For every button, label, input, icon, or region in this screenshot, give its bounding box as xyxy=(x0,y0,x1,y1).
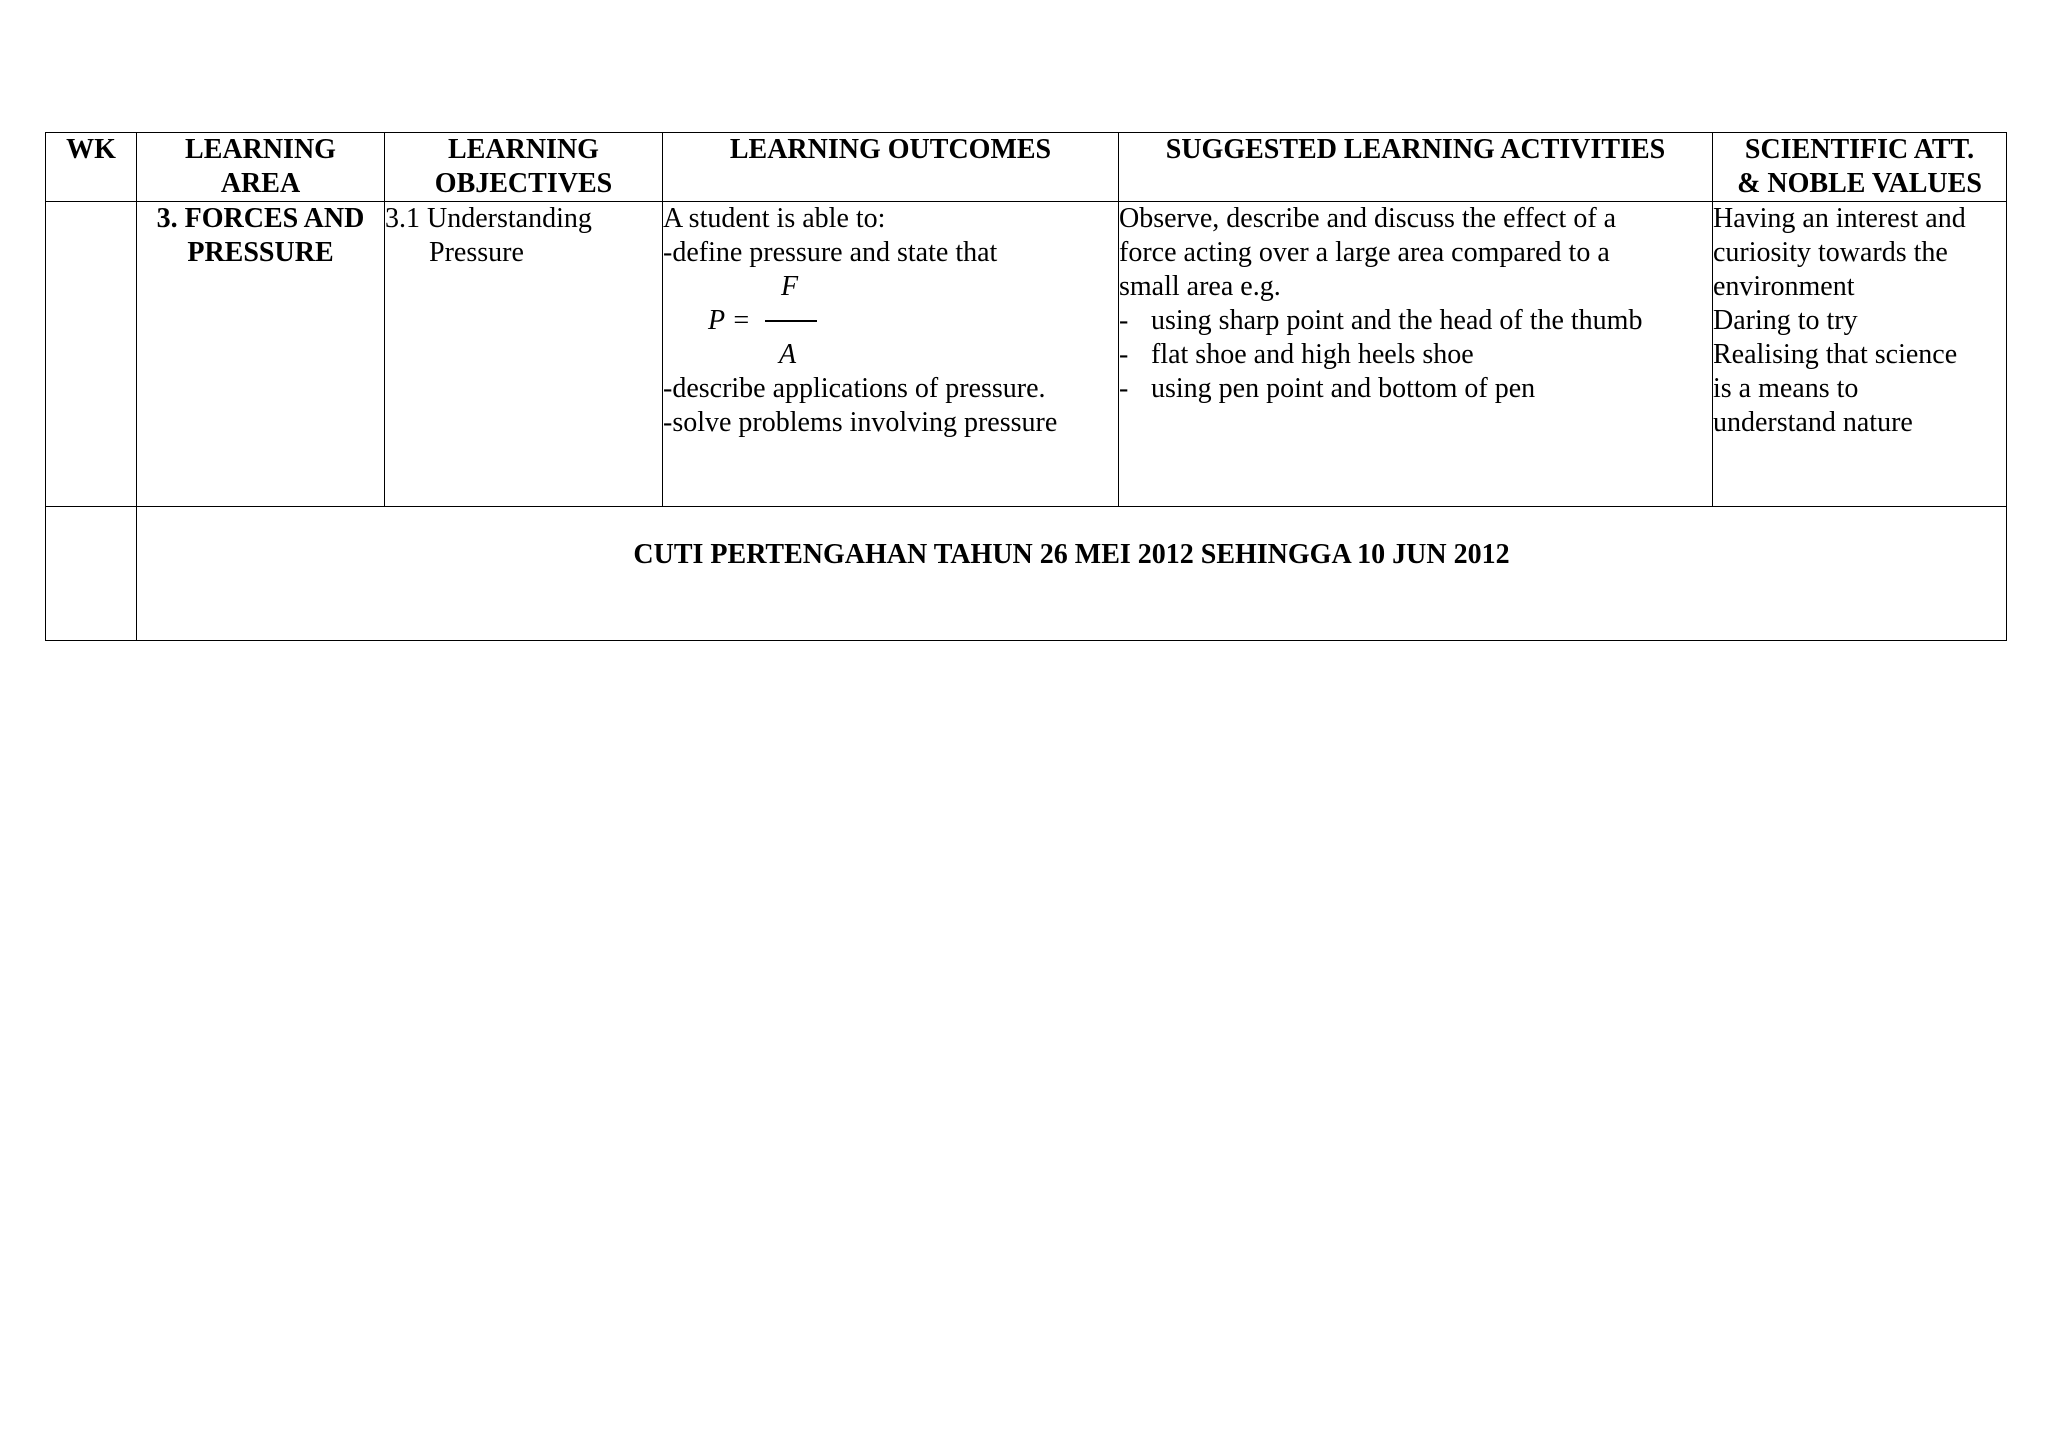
scientific-values-cell: Having an interest and curiosity towards the environment Daring to try Realising that science is a means to understand nature xyxy=(1713,202,2007,507)
content-row xyxy=(46,202,2007,507)
activity-item: - flat shoe and high heels shoe xyxy=(1119,339,1474,370)
pressure-formula xyxy=(663,270,1118,372)
header-learning-outcomes: LEARNING OUTCOMES xyxy=(663,133,1119,202)
header-suggested-activities: SUGGESTED LEARNING ACTIVITIES xyxy=(1119,133,1713,202)
header-row xyxy=(46,133,2007,202)
outcome-solve: -solve problems involving pressure xyxy=(663,407,1058,438)
learning-outcomes-cell xyxy=(663,202,1119,507)
header-learning-objectives: LEARNING OBJECTIVES xyxy=(385,133,663,202)
header-scientific-values: SCIENTIFIC ATT. & NOBLE VALUES xyxy=(1713,133,2007,202)
formula-lhs: P = xyxy=(708,305,751,336)
outcome-describe: -describe applications of pressure. xyxy=(663,373,1046,404)
formula-denominator: A xyxy=(779,339,797,370)
activity-item: - using pen point and bottom of pen xyxy=(1119,373,1536,404)
holiday-row xyxy=(46,507,2007,641)
activity-item: - using sharp point and the head of the thumb xyxy=(1119,305,1643,336)
header-wk: WK xyxy=(46,133,137,202)
header-learning-area: LEARNING AREA xyxy=(137,133,385,202)
wk-cell xyxy=(46,202,137,507)
formula-numerator: F xyxy=(781,271,799,302)
suggested-activities-cell: Observe, describe and discuss the effect of a force acting over a large area compared to a small area e.g. - using sharp point and the head of the thumb - flat shoe and high heels shoe - using pen point and bottom of pen xyxy=(1119,202,1713,507)
fraction-bar xyxy=(765,320,817,322)
holiday-notice: CUTI PERTENGAHAN TAHUN 26 MEI 2012 SEHINGGA 10 JUN 2012 xyxy=(137,507,2007,641)
outcome-define: -define pressure and state that xyxy=(663,237,998,268)
learning-area-cell: 3. FORCES AND PRESSURE xyxy=(137,202,385,507)
scheme-of-work-table xyxy=(45,132,2007,641)
outcomes-intro: A student is able to: xyxy=(663,203,886,234)
holiday-wk-cell xyxy=(46,507,137,641)
learning-objective-cell: 3.1 Understanding Pressure xyxy=(385,202,663,507)
